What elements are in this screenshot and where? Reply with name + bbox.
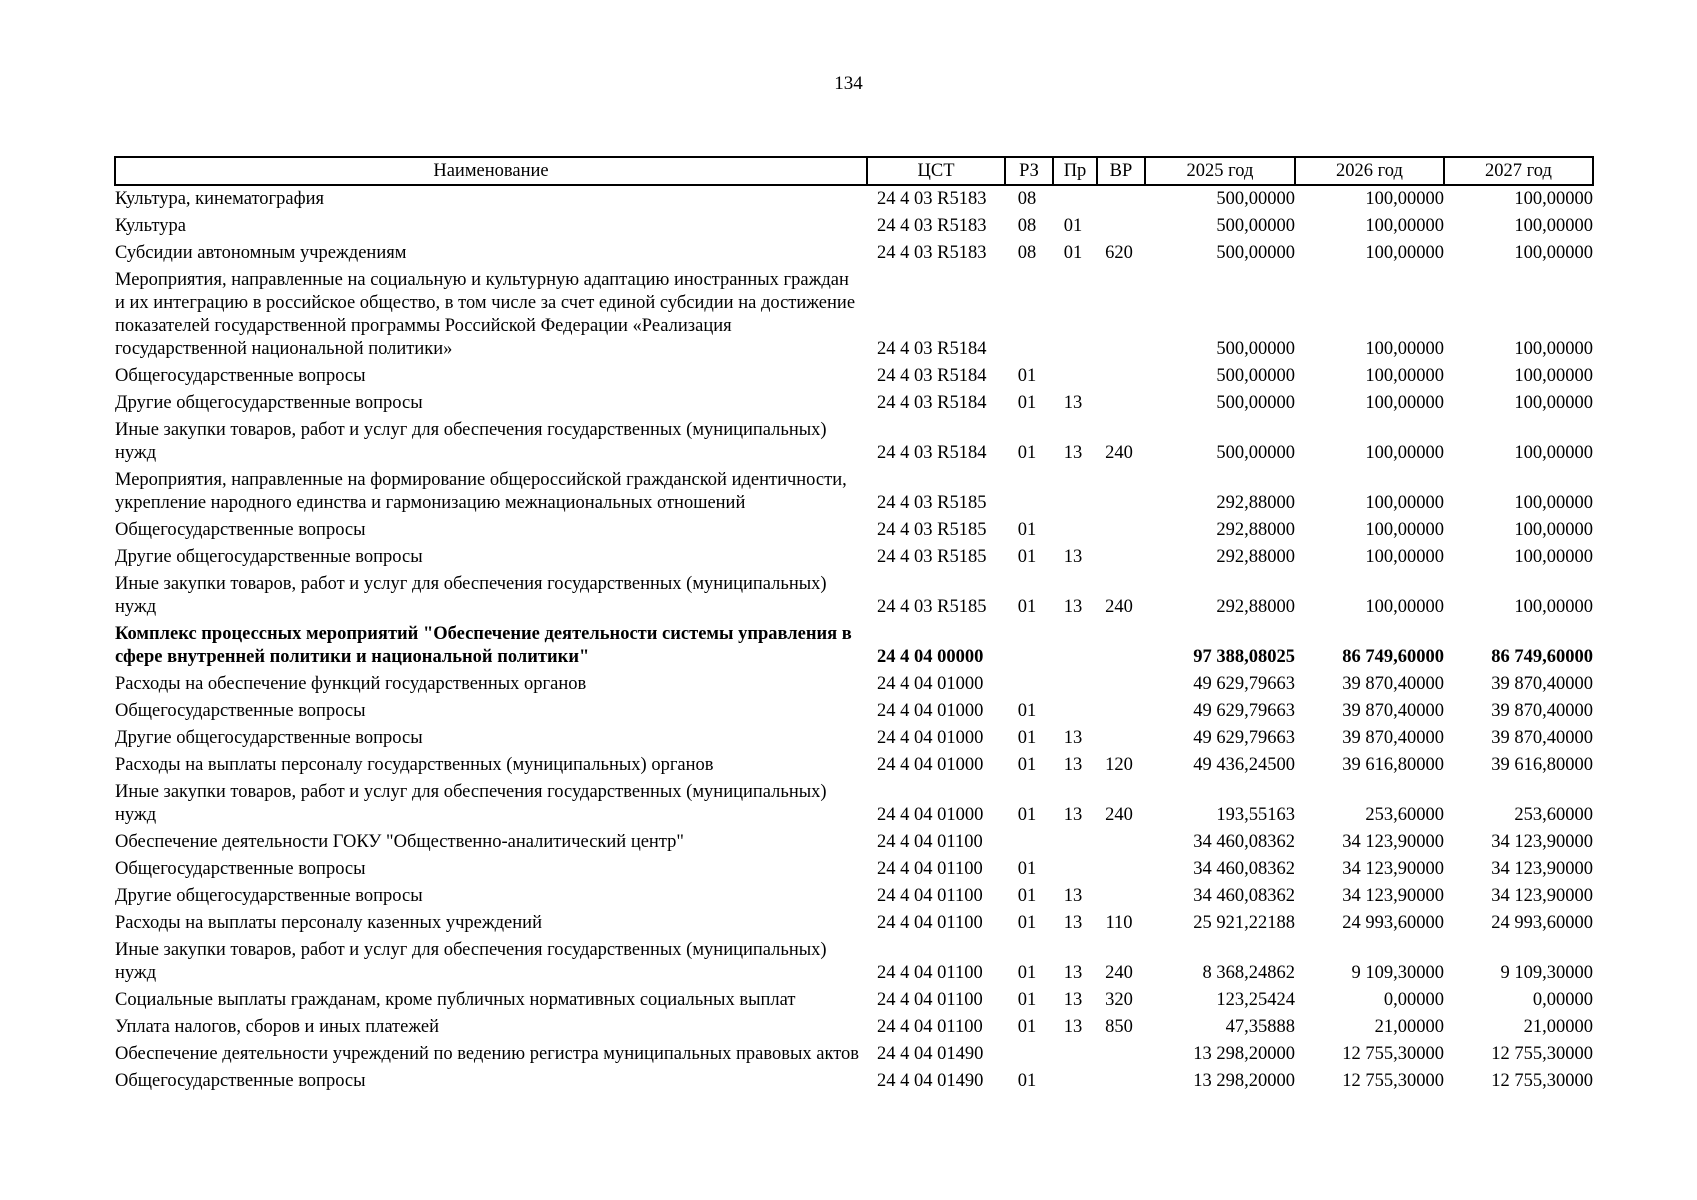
row-value-2025: 193,55163 — [1216, 805, 1295, 825]
row-pr: 13 — [1063, 805, 1083, 825]
row-cst: 24 4 04 01000 — [877, 755, 984, 775]
row-rz — [1005, 267, 1053, 363]
row-vr — [1097, 829, 1145, 856]
row-value-2027: 24 993,60000 — [1491, 913, 1593, 933]
row-value-2026: 100,00000 — [1365, 189, 1444, 209]
row-vr — [1097, 671, 1145, 698]
row-rz — [1005, 829, 1053, 856]
row-value-2026: 100,00000 — [1365, 243, 1444, 263]
table-row — [115, 829, 1593, 856]
row-cst: 24 4 03 R5185 — [877, 520, 987, 540]
row-cst: 24 4 04 01100 — [877, 859, 983, 879]
row-vr — [1097, 213, 1145, 240]
row-vr — [1097, 1068, 1145, 1095]
header-name: Наименование — [115, 157, 867, 185]
row-value-2027: 34 123,90000 — [1491, 886, 1593, 906]
row-value-2026: 100,00000 — [1365, 339, 1444, 359]
row-value-2025: 13 298,20000 — [1193, 1044, 1295, 1064]
row-value-2026: 9 109,30000 — [1351, 963, 1444, 983]
row-value-2026: 100,00000 — [1365, 216, 1444, 236]
row-value-2025: 292,88000 — [1216, 547, 1295, 567]
row-name: Общегосударственные вопросы — [115, 1071, 366, 1091]
row-rz: 01 — [1017, 1017, 1037, 1037]
row-name: Расходы на обеспечение функций государственных органов — [115, 674, 587, 694]
row-value-2027: 100,00000 — [1514, 366, 1593, 386]
row-value-2026: 0,00000 — [1383, 990, 1444, 1010]
row-pr: 13 — [1063, 547, 1083, 567]
row-value-2026: 12 755,30000 — [1342, 1044, 1444, 1064]
row-name: Общегосударственные вопросы — [115, 366, 366, 386]
row-rz: 01 — [1017, 1071, 1037, 1091]
row-pr — [1053, 1068, 1097, 1095]
row-rz: 01 — [1017, 701, 1037, 721]
table-row — [115, 910, 1593, 937]
row-value-2026: 39 870,40000 — [1342, 728, 1444, 748]
row-value-2026: 100,00000 — [1365, 597, 1444, 617]
row-vr: 240 — [1105, 805, 1133, 825]
row-rz: 01 — [1017, 520, 1037, 540]
row-value-2026: 100,00000 — [1365, 493, 1444, 513]
table-row — [115, 1041, 1593, 1068]
row-value-2025: 13 298,20000 — [1193, 1071, 1295, 1091]
row-vr — [1097, 185, 1145, 213]
row-value-2025: 25 921,22188 — [1193, 913, 1295, 933]
table-row — [115, 987, 1593, 1014]
row-value-2027: 100,00000 — [1514, 243, 1593, 263]
table-row — [115, 671, 1593, 698]
row-cst: 24 4 04 01100 — [877, 1017, 983, 1037]
row-vr: 120 — [1105, 755, 1133, 775]
table-header — [115, 157, 1593, 185]
header-pr: Пр — [1053, 157, 1097, 185]
row-rz: 01 — [1017, 597, 1037, 617]
row-value-2025: 123,25424 — [1216, 990, 1295, 1010]
row-cst: 24 4 03 R5183 — [877, 216, 987, 236]
row-cst: 24 4 03 R5184 — [877, 339, 987, 359]
row-value-2025: 49 629,79663 — [1193, 728, 1295, 748]
row-value-2026: 100,00000 — [1365, 366, 1444, 386]
row-value-2027: 253,60000 — [1514, 805, 1593, 825]
row-pr: 13 — [1063, 913, 1083, 933]
row-value-2027: 9 109,30000 — [1500, 963, 1593, 983]
table-row — [115, 1014, 1593, 1041]
table-row — [115, 571, 1593, 621]
row-value-2026: 39 870,40000 — [1342, 701, 1444, 721]
table-row — [115, 240, 1593, 267]
row-pr: 01 — [1063, 216, 1083, 236]
row-value-2027: 100,00000 — [1514, 597, 1593, 617]
row-vr — [1097, 267, 1145, 363]
table-body — [115, 185, 1593, 1095]
row-value-2026: 34 123,90000 — [1342, 859, 1444, 879]
row-value-2025: 34 460,08362 — [1193, 859, 1295, 879]
row-value-2027: 100,00000 — [1514, 393, 1593, 413]
row-rz: 01 — [1017, 393, 1037, 413]
row-pr: 13 — [1063, 1017, 1083, 1037]
row-cst: 24 4 03 R5185 — [877, 493, 987, 513]
page-number: 134 — [834, 73, 863, 94]
row-vr: 620 — [1105, 243, 1133, 263]
row-rz — [1005, 621, 1053, 671]
header-2026: 2026 год — [1295, 157, 1444, 185]
table-row — [115, 390, 1593, 417]
row-cst: 24 4 04 01000 — [877, 674, 984, 694]
row-pr — [1053, 185, 1097, 213]
row-value-2027: 39 870,40000 — [1491, 701, 1593, 721]
row-rz: 08 — [1017, 243, 1037, 263]
row-value-2027: 100,00000 — [1514, 339, 1593, 359]
row-vr — [1097, 621, 1145, 671]
table-row — [115, 937, 1593, 987]
row-value-2025: 34 460,08362 — [1193, 886, 1295, 906]
row-vr: 850 — [1105, 1017, 1133, 1037]
row-name: Обеспечение деятельности ГОКУ "Общественно-аналитический центр" — [115, 832, 684, 852]
row-pr: 13 — [1063, 443, 1083, 463]
row-cst: 24 4 04 01100 — [877, 832, 983, 852]
row-value-2026: 12 755,30000 — [1342, 1071, 1444, 1091]
table-row — [115, 213, 1593, 240]
row-pr: 13 — [1063, 755, 1083, 775]
row-name: Обеспечение деятельности учреждений по ведению регистра муниципальных правовых актов — [115, 1044, 860, 1064]
row-name: Социальные выплаты гражданам, кроме публичных нормативных социальных выплат — [115, 990, 796, 1010]
row-vr — [1097, 856, 1145, 883]
row-name: Культура — [115, 216, 186, 236]
row-cst: 24 4 04 01490 — [877, 1044, 984, 1064]
row-rz: 01 — [1017, 366, 1037, 386]
row-vr — [1097, 517, 1145, 544]
row-vr — [1097, 725, 1145, 752]
row-vr: 320 — [1105, 990, 1133, 1010]
row-pr: 13 — [1063, 393, 1083, 413]
row-cst: 24 4 04 01000 — [877, 728, 984, 748]
row-rz: 01 — [1017, 443, 1037, 463]
row-value-2025: 500,00000 — [1216, 339, 1295, 359]
row-value-2025: 500,00000 — [1216, 443, 1295, 463]
table-row — [115, 698, 1593, 725]
row-pr — [1053, 621, 1097, 671]
row-value-2025: 47,35888 — [1225, 1017, 1295, 1037]
table-row — [115, 417, 1593, 467]
row-pr — [1053, 1041, 1097, 1068]
row-vr: 240 — [1105, 443, 1133, 463]
row-value-2027: 86 749,60000 — [1491, 647, 1593, 667]
row-rz — [1005, 467, 1053, 517]
row-pr: 13 — [1063, 963, 1083, 983]
row-value-2025: 500,00000 — [1216, 243, 1295, 263]
table-row — [115, 725, 1593, 752]
row-value-2026: 253,60000 — [1365, 805, 1444, 825]
row-pr: 13 — [1063, 886, 1083, 906]
row-value-2027: 39 616,80000 — [1491, 755, 1593, 775]
header-row — [115, 157, 1593, 185]
row-pr — [1053, 671, 1097, 698]
row-cst: 24 4 03 R5183 — [877, 243, 987, 263]
row-value-2027: 12 755,30000 — [1491, 1044, 1593, 1064]
row-vr — [1097, 698, 1145, 725]
row-value-2025: 49 436,24500 — [1193, 755, 1295, 775]
row-name: Уплата налогов, сборов и иных платежей — [115, 1017, 440, 1037]
row-rz: 01 — [1017, 886, 1037, 906]
row-rz: 01 — [1017, 990, 1037, 1010]
header-2025: 2025 год — [1145, 157, 1295, 185]
row-value-2026: 34 123,90000 — [1342, 832, 1444, 852]
row-value-2027: 34 123,90000 — [1491, 832, 1593, 852]
row-rz — [1005, 671, 1053, 698]
row-cst: 24 4 03 R5184 — [877, 393, 987, 413]
row-value-2027: 100,00000 — [1514, 189, 1593, 209]
row-vr — [1097, 467, 1145, 517]
row-name: Иные закупки товаров, работ и услуг для обеспечения государственных (муниципальных) нужд — [115, 420, 827, 463]
row-name: Расходы на выплаты персоналу казенных учреждений — [115, 913, 542, 933]
row-pr — [1053, 467, 1097, 517]
row-value-2027: 100,00000 — [1514, 443, 1593, 463]
row-name: Общегосударственные вопросы — [115, 520, 366, 540]
row-value-2027: 39 870,40000 — [1491, 728, 1593, 748]
row-value-2026: 86 749,60000 — [1342, 647, 1444, 667]
row-cst: 24 4 04 01100 — [877, 913, 983, 933]
row-value-2026: 24 993,60000 — [1342, 913, 1444, 933]
row-value-2025: 49 629,79663 — [1193, 674, 1295, 694]
row-value-2027: 34 123,90000 — [1491, 859, 1593, 879]
row-vr — [1097, 544, 1145, 571]
row-value-2026: 39 870,40000 — [1342, 674, 1444, 694]
row-pr — [1053, 267, 1097, 363]
table-row — [115, 517, 1593, 544]
row-value-2025: 97 388,08025 — [1193, 647, 1295, 667]
row-rz: 01 — [1017, 547, 1037, 567]
row-vr: 110 — [1105, 913, 1133, 933]
table-row — [115, 779, 1593, 829]
row-cst: 24 4 04 01100 — [877, 990, 983, 1010]
header-vr: ВР — [1097, 157, 1145, 185]
row-value-2026: 39 616,80000 — [1342, 755, 1444, 775]
row-value-2026: 100,00000 — [1365, 547, 1444, 567]
row-value-2026: 100,00000 — [1365, 443, 1444, 463]
row-name: Другие общегосударственные вопросы — [115, 547, 423, 567]
budget-table — [114, 156, 1594, 1095]
row-pr — [1053, 517, 1097, 544]
row-rz — [1005, 1041, 1053, 1068]
row-rz: 08 — [1017, 189, 1037, 209]
table-row — [115, 185, 1593, 213]
table-row — [115, 883, 1593, 910]
row-vr — [1097, 1041, 1145, 1068]
row-cst: 24 4 03 R5183 — [877, 189, 987, 209]
row-name: Комплекс процессных мероприятий "Обеспечение деятельности системы управления в сфере внутренней политики и национальной политики" — [115, 624, 852, 667]
row-value-2026: 100,00000 — [1365, 393, 1444, 413]
row-pr — [1053, 698, 1097, 725]
row-value-2025: 8 368,24862 — [1202, 963, 1295, 983]
header-2027: 2027 год — [1444, 157, 1593, 185]
row-name: Мероприятия, направленные на социальную и культурную адаптацию иностранных граждан и их интеграцию в российское общество, в том числе за счет единой субсидии на достижение показателей государственной программы Российской Федерации «Реализация государственной национальной политики» — [115, 270, 856, 359]
row-cst: 24 4 04 01100 — [877, 963, 983, 983]
row-pr — [1053, 363, 1097, 390]
row-cst: 24 4 03 R5184 — [877, 366, 987, 386]
row-cst: 24 4 03 R5185 — [877, 547, 987, 567]
row-cst: 24 4 04 01000 — [877, 701, 984, 721]
row-value-2027: 100,00000 — [1514, 216, 1593, 236]
row-name: Другие общегосударственные вопросы — [115, 393, 423, 413]
table-row — [115, 621, 1593, 671]
row-cst: 24 4 04 01490 — [877, 1071, 984, 1091]
table-row — [115, 267, 1593, 363]
row-rz: 01 — [1017, 913, 1037, 933]
row-rz: 08 — [1017, 216, 1037, 236]
row-rz: 01 — [1017, 805, 1037, 825]
row-vr — [1097, 883, 1145, 910]
row-value-2025: 500,00000 — [1216, 216, 1295, 236]
row-vr — [1097, 390, 1145, 417]
header-cst: ЦСТ — [867, 157, 1005, 185]
row-value-2026: 34 123,90000 — [1342, 886, 1444, 906]
row-value-2027: 100,00000 — [1514, 520, 1593, 540]
row-rz: 01 — [1017, 859, 1037, 879]
row-name: Мероприятия, направленные на формирование общероссийской гражданской идентичности, укрепление народного единства и гармонизацию межнациональных отношений — [115, 470, 847, 513]
row-value-2027: 21,00000 — [1523, 1017, 1593, 1037]
row-name: Другие общегосударственные вопросы — [115, 728, 423, 748]
row-value-2025: 292,88000 — [1216, 597, 1295, 617]
row-value-2026: 100,00000 — [1365, 520, 1444, 540]
row-pr — [1053, 829, 1097, 856]
row-cst: 24 4 03 R5184 — [877, 443, 987, 463]
row-vr: 240 — [1105, 963, 1133, 983]
row-name: Культура, кинематография — [115, 189, 325, 209]
header-rz: РЗ — [1005, 157, 1053, 185]
row-value-2027: 100,00000 — [1514, 493, 1593, 513]
row-value-2025: 500,00000 — [1216, 189, 1295, 209]
row-name: Иные закупки товаров, работ и услуг для обеспечения государственных (муниципальных) нужд — [115, 782, 827, 825]
row-cst: 24 4 04 00000 — [877, 647, 984, 667]
row-value-2025: 500,00000 — [1216, 393, 1295, 413]
row-value-2025: 500,00000 — [1216, 366, 1295, 386]
row-value-2025: 34 460,08362 — [1193, 832, 1295, 852]
row-value-2027: 0,00000 — [1532, 990, 1593, 1010]
table-row — [115, 1068, 1593, 1095]
table-row — [115, 467, 1593, 517]
row-pr: 13 — [1063, 728, 1083, 748]
table-row — [115, 856, 1593, 883]
row-name: Субсидии автономным учреждениям — [115, 243, 407, 263]
row-cst: 24 4 04 01100 — [877, 886, 983, 906]
row-value-2027: 39 870,40000 — [1491, 674, 1593, 694]
row-value-2027: 100,00000 — [1514, 547, 1593, 567]
table-row — [115, 363, 1593, 390]
row-value-2027: 12 755,30000 — [1491, 1071, 1593, 1091]
row-vr — [1097, 363, 1145, 390]
row-value-2025: 292,88000 — [1216, 493, 1295, 513]
row-rz: 01 — [1017, 728, 1037, 748]
row-vr: 240 — [1105, 597, 1133, 617]
row-pr: 01 — [1063, 243, 1083, 263]
row-cst: 24 4 03 R5185 — [877, 597, 987, 617]
row-name: Общегосударственные вопросы — [115, 859, 366, 879]
table-row — [115, 544, 1593, 571]
row-cst: 24 4 04 01000 — [877, 805, 984, 825]
row-pr — [1053, 856, 1097, 883]
row-name: Расходы на выплаты персоналу государственных (муниципальных) органов — [115, 755, 714, 775]
row-name: Иные закупки товаров, работ и услуг для обеспечения государственных (муниципальных) нужд — [115, 574, 827, 617]
table-row — [115, 752, 1593, 779]
row-rz: 01 — [1017, 963, 1037, 983]
row-value-2026: 21,00000 — [1374, 1017, 1444, 1037]
row-pr: 13 — [1063, 597, 1083, 617]
row-pr: 13 — [1063, 990, 1083, 1010]
row-rz: 01 — [1017, 755, 1037, 775]
row-value-2025: 49 629,79663 — [1193, 701, 1295, 721]
row-name: Иные закупки товаров, работ и услуг для обеспечения государственных (муниципальных) нужд — [115, 940, 827, 983]
row-name: Общегосударственные вопросы — [115, 701, 366, 721]
row-value-2025: 292,88000 — [1216, 520, 1295, 540]
row-name: Другие общегосударственные вопросы — [115, 886, 423, 906]
